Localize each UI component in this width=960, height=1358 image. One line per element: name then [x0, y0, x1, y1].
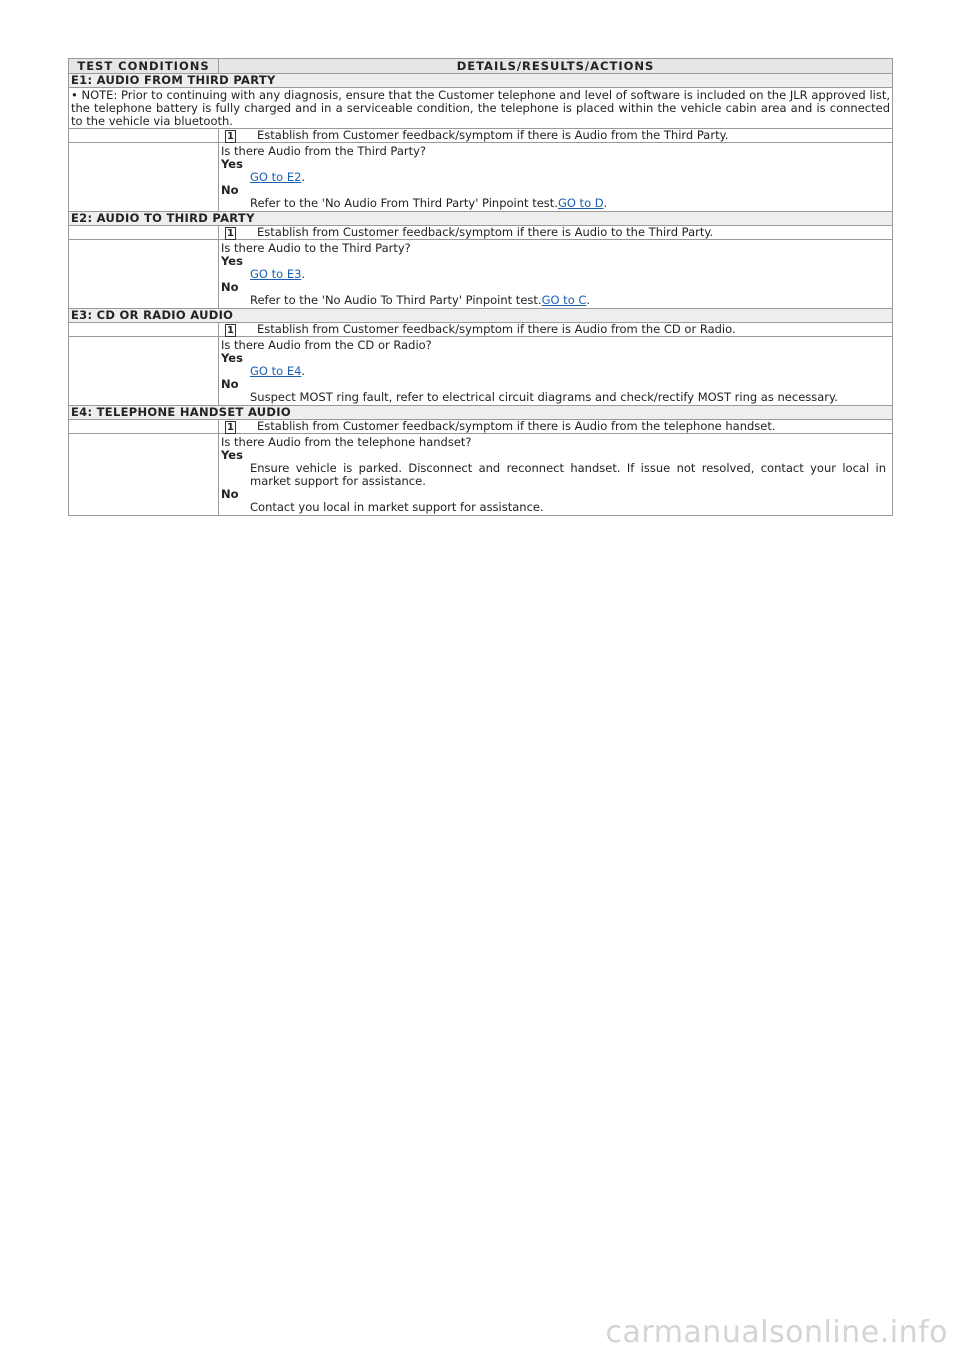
- goto-e2-link[interactable]: GO to E2: [250, 170, 302, 184]
- yes-answer: GO to E3.: [250, 267, 306, 281]
- test-condition-cell: [69, 323, 219, 337]
- step-text: Establish from Customer feedback/symptom if there is Audio to the Third Party.: [257, 225, 714, 239]
- section-title-e1: E1: AUDIO FROM THIRD PARTY: [69, 74, 893, 88]
- header-details: DETAILS/RESULTS/ACTIONS: [219, 59, 893, 74]
- step-text: Establish from Customer feedback/symptom if there is Audio from the CD or Radio.: [257, 322, 736, 336]
- yes-answer: GO to E2.: [250, 170, 306, 184]
- test-condition-cell: [69, 420, 219, 434]
- no-answer: Refer to the 'No Audio From Third Party' Pinpoint test.GO to D.: [250, 196, 608, 210]
- no-label: No: [221, 487, 239, 501]
- no-answer: Contact you local in market support for assistance.: [250, 500, 544, 514]
- goto-e3-link[interactable]: GO to E3: [250, 267, 302, 281]
- test-condition-cell: [69, 434, 219, 516]
- yes-label: Yes: [221, 448, 243, 462]
- yes-answer: Ensure vehicle is parked. Disconnect and reconnect handset. If issue not resolved, contact your local in market support for assistance.: [250, 461, 886, 488]
- no-label: No: [221, 183, 239, 197]
- test-condition-cell: [69, 337, 219, 406]
- step-number-badge: 1: [225, 324, 236, 337]
- step-number-badge: 1: [225, 421, 236, 434]
- section-title-e3: E3: CD OR RADIO AUDIO: [69, 309, 893, 323]
- goto-d-link[interactable]: GO to D: [557, 196, 604, 210]
- section-title-e2: E2: AUDIO TO THIRD PARTY: [69, 212, 893, 226]
- no-label: No: [221, 280, 239, 294]
- yes-label: Yes: [221, 157, 243, 171]
- test-condition-cell: [69, 240, 219, 309]
- test-condition-cell: [69, 226, 219, 240]
- section-note-e1: • NOTE: Prior to continuing with any diagnosis, ensure that the Customer telephone and level of software is included on the JLR approved list, the telephone battery is fully charged and in a serviceable condition, the telephone is placed within the vehicle cabin area and is connected to the vehicle via bluetooth.: [69, 88, 893, 129]
- question-block-e3: [219, 337, 893, 406]
- goto-e4-link[interactable]: GO to E4: [250, 364, 302, 378]
- question-block-e1: [219, 143, 893, 212]
- question-text: Is there Audio from the Third Party?: [221, 144, 427, 158]
- question-block-e4: [219, 434, 893, 516]
- question-text: Is there Audio to the Third Party?: [221, 241, 411, 255]
- goto-c-link[interactable]: GO to C: [541, 293, 587, 307]
- step-text: Establish from Customer feedback/symptom if there is Audio from the telephone handset.: [257, 419, 776, 433]
- step-row-e2: [219, 226, 893, 240]
- diagnostic-table: [68, 58, 893, 516]
- no-answer: Suspect MOST ring fault, refer to electrical circuit diagrams and check/rectify MOST ring as necessary.: [250, 390, 838, 404]
- question-text: Is there Audio from the telephone handset?: [221, 435, 472, 449]
- step-row-e3: [219, 323, 893, 337]
- no-answer: Refer to the 'No Audio To Third Party' Pinpoint test.GO to C.: [250, 293, 591, 307]
- step-number-badge: 1: [225, 130, 236, 143]
- test-condition-cell: [69, 143, 219, 212]
- step-text: Establish from Customer feedback/symptom if there is Audio from the Third Party.: [257, 128, 729, 142]
- question-block-e2: [219, 240, 893, 309]
- test-condition-cell: [69, 129, 219, 143]
- watermark: carmanualsonline.info: [605, 1315, 948, 1350]
- yes-answer: GO to E4.: [250, 364, 306, 378]
- yes-label: Yes: [221, 351, 243, 365]
- question-text: Is there Audio from the CD or Radio?: [221, 338, 432, 352]
- step-number-badge: 1: [225, 227, 236, 240]
- section-title-e4: E4: TELEPHONE HANDSET AUDIO: [69, 406, 893, 420]
- table-header-row: [69, 59, 893, 74]
- yes-label: Yes: [221, 254, 243, 268]
- step-row-e4: [219, 420, 893, 434]
- header-test-conditions: TEST CONDITIONS: [69, 59, 219, 74]
- step-row-e1: [219, 129, 893, 143]
- no-label: No: [221, 377, 239, 391]
